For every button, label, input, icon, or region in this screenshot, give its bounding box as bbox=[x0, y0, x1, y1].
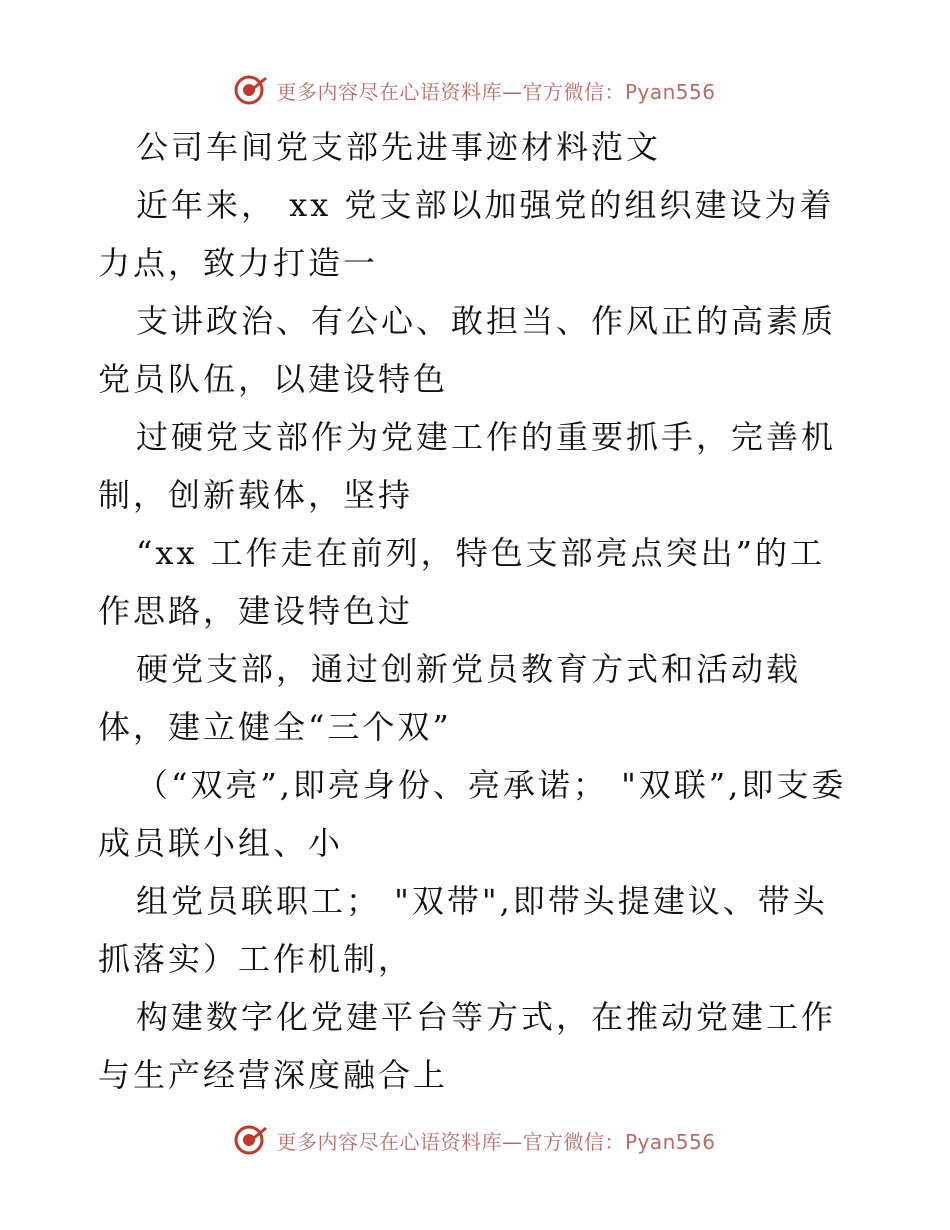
pen-logo-icon bbox=[234, 73, 268, 107]
paragraph: 过硬党支部作为党建工作的重要抓手，完善机制，创新载体，坚持 bbox=[98, 418, 837, 514]
paragraph: 硬党支部，通过创新党员教育方式和活动载体，建立健全“三个双” bbox=[98, 650, 802, 746]
header-banner bbox=[0, 70, 950, 110]
paragraph: （“双亮”,即亮身份、亮承诺； "双联”,即支委成员联小组、小 bbox=[98, 766, 847, 862]
footer-banner-text: 更多内容尽在心语资料库—官方微信：Pyan556 bbox=[276, 1129, 716, 1154]
header-banner-text: 更多内容尽在心语资料库—官方微信：Pyan556 bbox=[276, 79, 716, 104]
document-title: 公司车间党支部先进事迹材料范文 bbox=[136, 128, 662, 166]
document-body bbox=[98, 118, 858, 1104]
paragraph: 支讲政治、有公心、敢担当、作风正的高素质党员队伍，以建设特色 bbox=[98, 302, 837, 398]
paragraph: 组党员联职工； "双带",即带头提建议、带头抓落实）工作机制， bbox=[98, 882, 828, 978]
footer-banner bbox=[0, 1120, 950, 1160]
pen-logo-icon bbox=[234, 1123, 268, 1157]
paragraph: 构建数字化党建平台等方式，在推动党建工作与生产经营深度融合上 bbox=[98, 998, 837, 1094]
paragraph: “xx 工作走在前列，特色支部亮点突出”的工作思路，建设特色过 bbox=[98, 534, 825, 630]
paragraph: 近年来， xx 党支部以加强党的组织建设为着力点，致力打造一 bbox=[98, 186, 835, 282]
